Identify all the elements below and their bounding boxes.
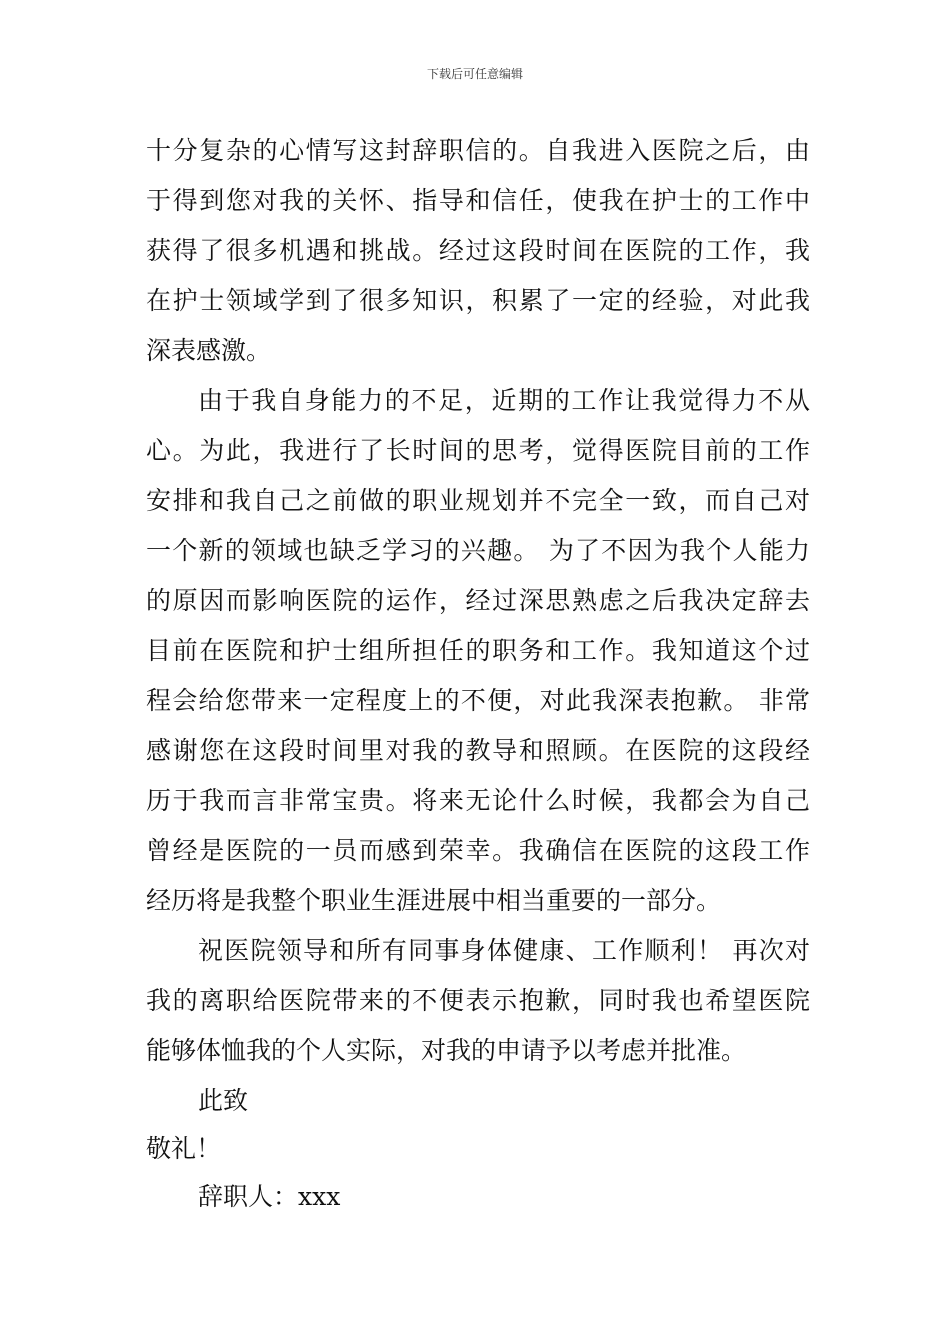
text-line: 的原因而影响医院的运作，经过深思熟虑之后我决定辞去 [146,586,810,615]
text-line: 于得到您对我的关怀、指导和信任，使我在护士的工作中 [146,186,810,215]
text-line: 十分复杂的心情写这封辞职信的。自我进入医院之后，由 [146,136,810,165]
text-line: 目前在医院和护士组所担任的职务和工作。我知道这个过 [146,636,810,665]
text-line: 我的离职给医院带来的不便表示抱歉，同时我也希望医院 [146,986,810,1015]
respects: 敬礼！ [146,1134,222,1163]
paragraph-wishes [146,926,810,1076]
signature: 辞职人：xxx [198,1182,341,1211]
page-header-note: 下载后可任意编辑 [426,67,523,81]
text-line: 深表感激。 [146,336,272,365]
paragraph-reason [146,376,810,926]
text-line: 安排和我自己之前做的职业规划并不完全一致，而自己对 [146,486,810,515]
text-line: 程会给您带来一定程度上的不便，对此我深表抱歉。 非常 [146,686,810,715]
text-line: 祝医院领导和所有同事身体健康、工作顺利！ 再次对 [198,936,810,965]
text-line: 经历将是我整个职业生涯进展中相当重要的一部分。 [146,886,722,915]
text-line: 心。为此，我进行了长时间的思考，觉得医院目前的工作 [146,436,810,465]
text-line: 一个新的领域也缺乏学习的兴趣。 为了不因为我个人能力 [146,536,810,565]
text-line: 曾经是医院的一员而感到荣幸。我确信在医院的这段工作 [146,836,810,865]
text-line: 由于我自身能力的不足，近期的工作让我觉得力不从 [198,386,810,415]
salutation: 此致 [198,1086,249,1115]
text-line: 历于我而言非常宝贵。将来无论什么时候，我都会为自己 [146,786,810,815]
letter-body [146,126,810,1076]
text-line: 获得了很多机遇和挑战。经过这段时间在医院的工作，我 [146,236,810,265]
text-line: 感谢您在这段时间里对我的教导和照顾。在医院的这段经 [146,736,810,765]
text-line: 能够体恤我的个人实际，对我的申请予以考虑并批准。 [146,1036,747,1065]
paragraph-gratitude [146,126,810,376]
text-line: 在护士领域学到了很多知识，积累了一定的经验，对此我 [146,286,810,315]
